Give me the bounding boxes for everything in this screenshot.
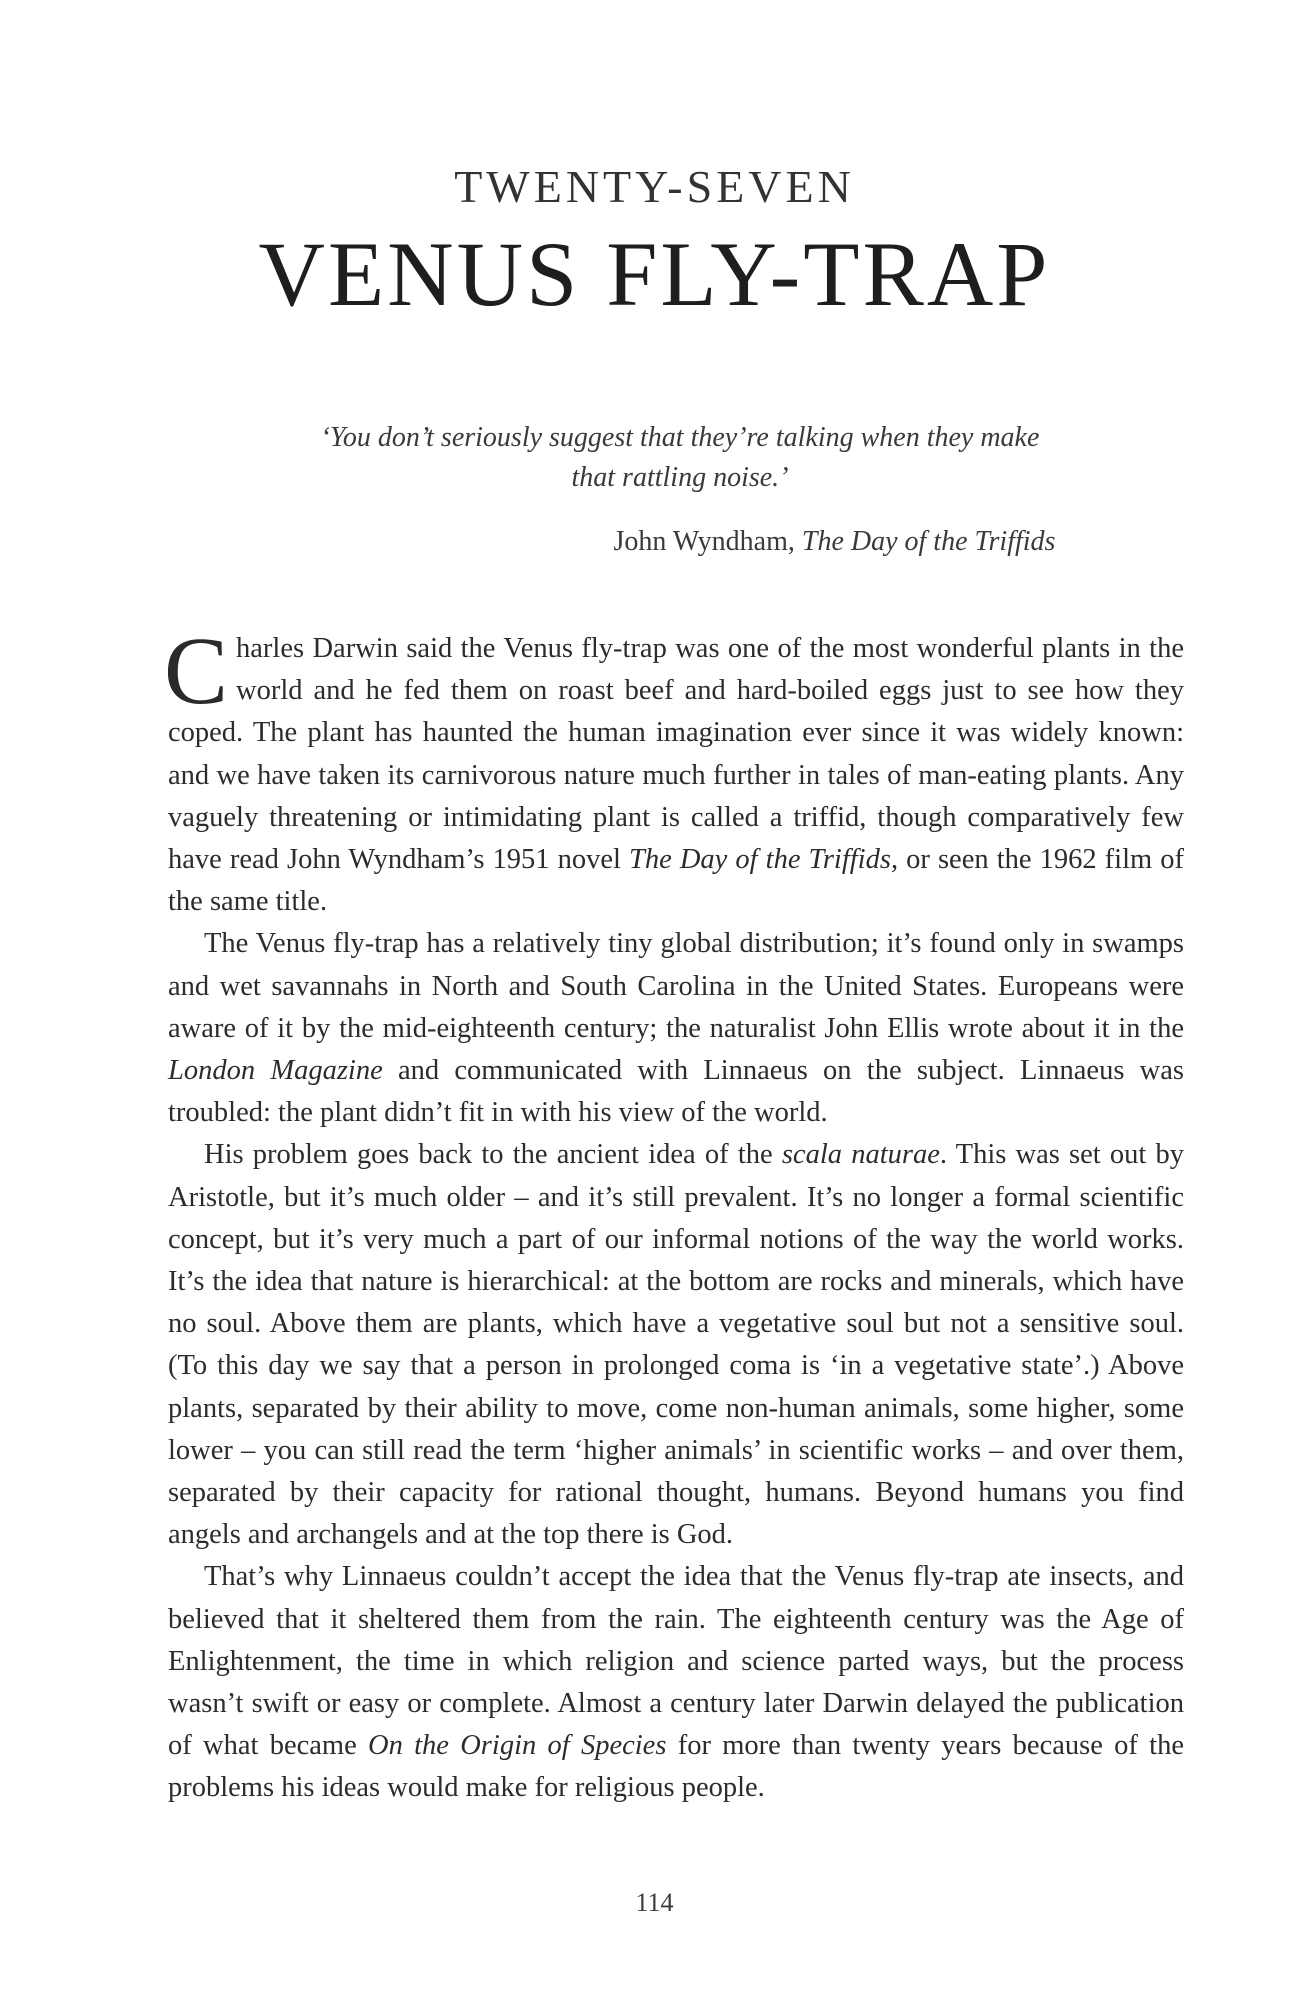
epigraph-author: John Wyndham, [613,526,802,557]
chapter-title: VENUS FLY-TRAP [258,223,1051,325]
paragraph-text: . This was set out by Aristotle, but it’s much older – and it’s still prevalent. It’s no longer a formal scientific concept, but it’s very much a part of our informal notions of the way the world works. It’s the idea that nature is hierarchical: at the bottom are rocks and minerals, which have no soul. Above them are plants, which have a vegetative soul but not a sensitive soul. (To this day we say that a person in prolonged coma is ‘in a vegetative state’.) Above plants, separated by their ability to move, come non-human animals, some higher, some lower – you can still read the term ‘higher animals’ in scientific works – and over them, separated by their capacity for rational thought, humans. Beyond humans you find angels and archangels and at the top there is God. [168,1139,1184,1551]
paragraph-text: for more than twenty years because of the problems his ideas would make for religious people. [168,1730,1184,1804]
page-number: 114 [635,1888,674,1917]
paragraph-text: , or seen the 1962 film of the same title. [168,844,1184,918]
paragraph-text: That’s why Linnaeus couldn’t accept the idea that the Venus fly-trap ate insects, and believed that it sheltered them from the rain. The eighteenth century was the Age of Enlightenment, the time in which religion and science parted ways, but the process wasn’t swift or easy or complete. Almost a century later Darwin delayed the publication of what became [168,1561,1184,1762]
latin-term: scala naturae [781,1139,940,1171]
paragraph-text: His problem goes back to the ancient idea of the [204,1139,782,1171]
epigraph-quote: ‘You don’t seriously suggest that they’re talking when they make that rattling noise.’ [320,422,1040,493]
paragraph-text: and communicated with Linnaeus on the subject. Linnaeus was troubled: the plant didn’t fit in with his view of the world. [168,1055,1184,1129]
paragraph-text: The Venus fly-trap has a relatively tiny global distribution; it’s found only in swamps and wet savannahs in North and South Carolina in the United States. Europeans were aware of it by the mid-eighteenth century; the naturalist John Ellis wrote about it in the [168,928,1184,1044]
chapter-number: TWENTY-SEVEN [454,161,855,212]
paragraph [168,1134,1184,1556]
epigraph-attribution [0,526,1309,558]
paragraph-text: harles Darwin said the Venus fly-trap was one of the most wonderful plants in the world and he fed them on roast beef and hard-boiled eggs just to see how they coped. The plant has haunted the human imagination ever since it was widely known: and we have taken its carnivorous nature much further in tales of man-eating plants. Any vaguely threatening or intimidating plant is called a triffid, though comparatively few have read John Wyndham’s 1951 novel [168,633,1184,876]
book-title: The Day of the Triffids [629,844,891,876]
book-title: On the Origin of Species [368,1730,667,1762]
chapter-body [164,617,1184,1810]
paragraph [168,923,1184,1134]
magazine-title: London Magazine [168,1055,383,1087]
paragraph [168,1556,1184,1809]
drop-cap: C [164,617,229,724]
paragraph [164,617,1184,923]
epigraph-work: The Day of the Triffids [801,526,1056,557]
